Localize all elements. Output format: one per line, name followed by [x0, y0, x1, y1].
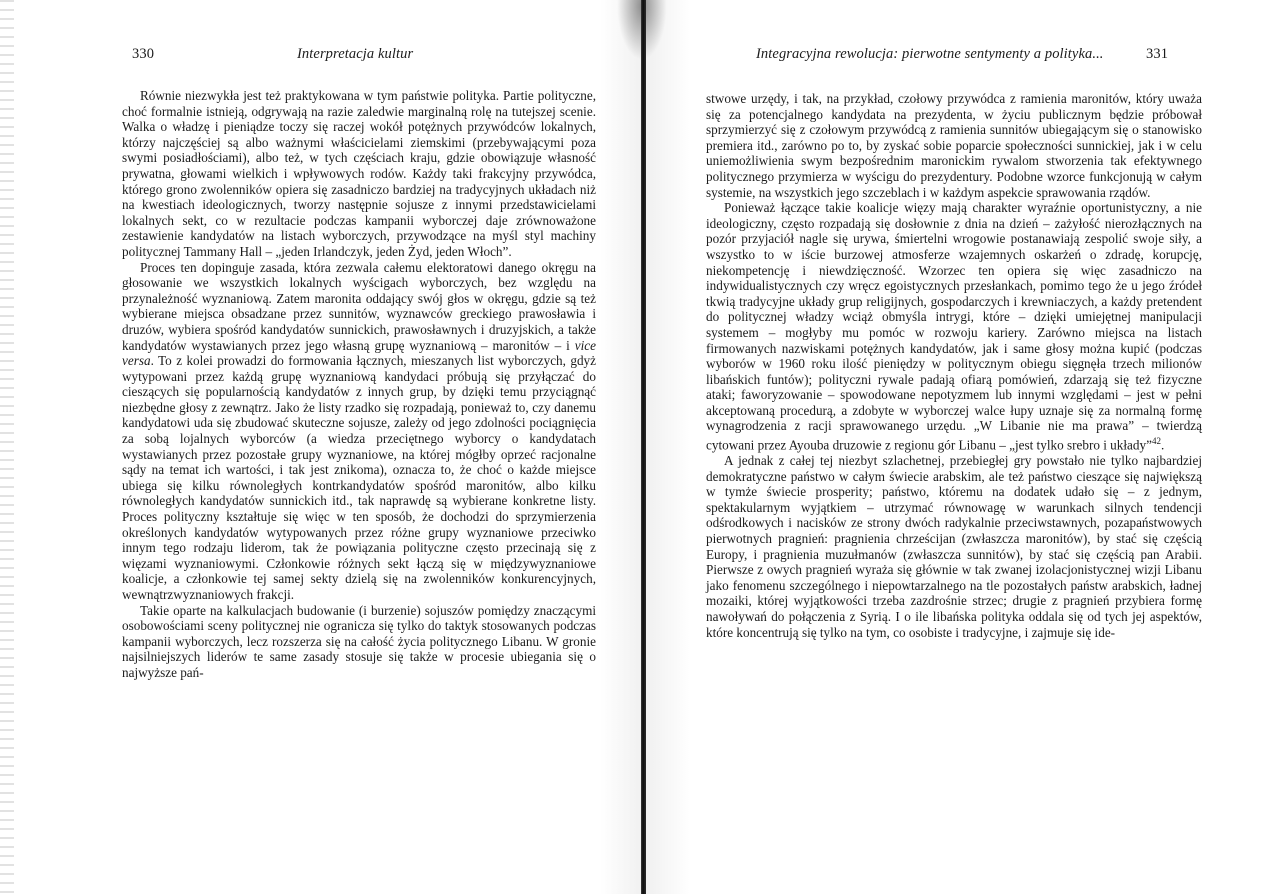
left-running-head: Interpretacja kultur: [297, 46, 414, 62]
left-paragraph-3: Takie oparte na kalkulacjach budowanie (i burzenie) sojuszów pomiędzy znaczącymi osobowościami sceny politycznej nie ogranicza się tylko do taktyk stosowanych podczas kampanii wyborczych, lecz rozszerza się na całość życia politycznego Libanu. W gronie najsilniejszych liderów te same zasady stosuje się także w procesie ubiegania się o najwyższe pań-: [122, 602, 596, 680]
right-paragraph-continuation: stwowe urzędy, i tak, na przykład, czołowy przywódca z ramienia maronitów, który uważa się za potencjalnego kandydata na prezydenta, w życiu publicznym będzie próbował sprzymierzyć się z czołowym przywódcą z ramienia sunnitów ubiegającym się o stanowisko premiera itd., zarówno po to, by zyskać sobie poparcie społeczności sunnickiej, jak i w celu uniemożliwienia swym bezpośrednim maronickim rywalom stworzenia tak efektywnego politycznego przymierza w wyścigu do prezydentury. Podobne wzorce funkcjonują w całym systemie, na wszystkich jego szczeblach i w każdym aspekcie sprawowania rządów.: [706, 91, 1202, 200]
right-page: [646, 0, 1262, 894]
left-page-body: [122, 88, 596, 681]
left-paragraph-1: Równie niezwykła jest też praktykowana w tym państwie polityka. Partie polityczne, choć formalnie istnieją, odgrywają na razie zaledwie marginalną rolę na tutejszej scenie. Walka o władzę i pieniądze toczy się raczej wokół potężnych przywódców lokalnych, którzy najczęściej są albo ważnymi właścicielami ziemskimi (przebywającymi poza swymi posiadłościami), albo też, w tych częściach kraju, gdzie obowiązuje własność prywatna, głowami wielkich i wpływowych rodów. Każdy taki frakcyjny przywódca, którego grono zwolenników opiera się zasadniczo bardziej na tradycyjnych układach niż na kwestiach ideologicznych, tworzy następnie sojusze z innymi przedstawicielami lokalnych sekt, co w rezultacie podczas kampanii wyborczej daje zrównoważone zestawienie kandydatów na listach wyborczych, przywodzące na myśl styl machiny politycznej Tammany Hall – „jeden Irlandczyk, jeden Żyd, jeden Włoch”.: [122, 88, 596, 259]
left-page-number: 330: [132, 46, 155, 62]
right-paragraph-2: [706, 200, 1202, 453]
right-paragraph-3: A jednak z całej tej niezbyt szlachetnej, przebiegłej gry powstało nie tylko najbardziej demokratyczne państwo w całym świecie arabskim, ale też państwo cieszące się największą w tymże świecie prosperity; państwo, któremu na dodatek udało się – z jednym, spektakularnym wyjątkiem – utrzymać równowagę w warunkach silnych tendencji odśrodkowych i nacisków ze strony dwóch radykalnie przeciwstawnych, pozapaństwowych pierwotnych pragnień: pragnienia chrześcijan (zwłaszcza maronitów), by stać się częścią Europy, i pragnienia muzułmanów (zwłaszcza sunnitów), by stać się częścią pan Arabii. Pierwsze z owych pragnień wyraża się głównie w tak zwanej izolacjonistycznej wizji Libanu jako fenomenu szczególnego i niepowtarzalnego na tle pozostałych państw arabskich, ładnej mozaiki, której wyjątkowości trzeba zazdrośnie strzec; drugie z pragnień przybiera formę nawoływań do połączenia z Syrią. I o ile libańska polityka oddala się od tych jej aspektów, które koncentrują się tylko na tym, co osobiste i tradycyjne, i zajmuje się ide-: [706, 453, 1202, 640]
right-running-head: Integracyjna rewolucja: pierwotne sentymenty a polityka...: [756, 46, 1104, 62]
right-paragraph-2-text: Ponieważ łączące takie koalicje więzy mają charakter wyraźnie oportunistyczny, a nie ideologiczny, często rozpadają się dosłownie z dnia na dzień – zażyłość nierozłącznych na pozór przyjaciół nagle się urywa, śmiertelni wrogowie postanawiają zespolić swoje siły, a wszystko to w iście burzowej atmosferze wzajemnych oskarżeń o zdradę, korupcję, niekompetencję i niewdzięczność. Wzorzec ten opiera się więc zasadniczo na indywidualistycznych czy wręcz egoistycznych przesłankach, pomimo tego że u jego źródeł tkwią tradycyjne układy grup religijnych, gospodarczych i krewniaczych, a każdy pretendent do politycznej władzy wciąż obmyśla intrygi, które – dzięki umiejętnej manipulacji systemem – mogłyby mu pomóc w rozwoju kariery. Zarówno miejsca na listach firmowanych nazwiskami potężnych kandydatów, jak i same głosy można kupić (podczas wyborów w 1960 roku ilość pieniędzy w politycznym obiegu sięgnęła trzech milionów libańskich funtów); polityczni rywale padają ofiarą pomówień, zdarzają się też fizyczne ataki; faworyzowanie – spowodowane nepotyzmem lub innymi względami – jest w pełni akceptowaną procedurą, a zdobyte w wyborczej walce łupy uznaje się za normalną formę wynagrodzenia z racji sprawowanego urzędu. „W Libanie nie ma prawa” – twierdzą cytowani przez Ayouba druzowie z regionu gór Libanu – „jest tylko srebro i układy”: [706, 200, 1202, 453]
footnote-reference: 42: [1151, 436, 1161, 447]
right-paragraph-2-end: .: [1160, 437, 1165, 453]
right-page-body: [706, 91, 1202, 640]
right-page-number: 331: [1146, 46, 1169, 62]
left-paragraph-2: Proces ten dopinguje zasada, która zezwala całemu elektoratowi danego okręgu na głosowanie we wszystkich lokalnych wyścigach wyborczych, bez względu na przynależność wyznaniową. Zatem maronita oddający swój głos w okręgu, gdzie są też wybierane miejsca obsadzane przez sunnitów, wyznawców greckiego prawosławia i druzów, wybiera spośród kandydatów sunnickich, prawosławnych i druzyjskich, a także kandydatów wystawianych przez jego własną grupę wyznaniową – maronitów – i vice versa. To z kolei prowadzi do formowania łącznych, mieszanych list wyborczych, gdyż wytypowani przez każdą grupę wyznaniową kandydaci próbują się przyłączać do cieszących się popularnością kandydatów z innych grup, by dzięki temu przyciągnąć niezbędne głosy z zewnątrz. Jako że listy rzadko się rozpadają, ponieważ to, czy danemu kandydatowi uda się zbudować skuteczne sojusze, zależy od jego zdolności pociągnięcia za sobą lojalnych wyborców (a wiedza przeciętnego wyborcy o kandydatach wystawianych przez pozostałe grupy wyznaniowe, na której mógłby oprzeć racjonalne sądy na temat ich wartości, i tak jest znikoma), oznacza to, że choć o każde miejsce ubiega się kilku równoległych kontrkandydatów spośród maronitów, albo kilku równoległych kandydatów sunnickich itd., tak naprawdę są wybierane konkretne listy. Proces polityczny kształtuje się więc w ten sposób, że dochodzi do sprzymierzenia określonych kandydatów wytypowanych przez różne grupy wyznaniowe przeciwko innym tego rodzaju liderom, tak że powiązania polityczne często przecinają się z więzami wyznaniowymi. Członkowie różnych sekt łączą się w międzywyznaniowe koalicje, a członkowie tej samej sekty dzielą się na zwolenników konkurencyjnych, wewnątrzwyznaniowych frakcji.: [122, 259, 596, 602]
italic-phrase: vice versa: [122, 337, 596, 369]
